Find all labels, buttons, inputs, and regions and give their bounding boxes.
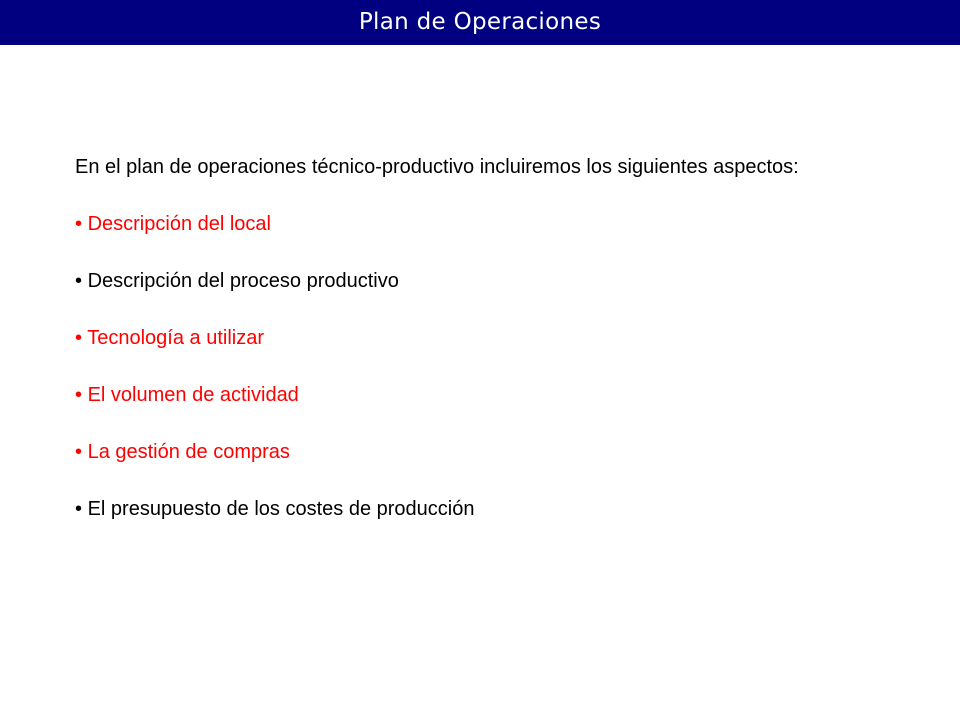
list-item-text: La gestión de compras — [87, 441, 290, 463]
list-item-text: Descripción del proceso productivo — [87, 270, 399, 292]
list-item — [75, 266, 835, 296]
intro-paragraph: En el plan de operaciones técnico-productivo incluiremos los siguientes aspectos: — [75, 156, 799, 178]
list-item-text: Tecnología a utilizar — [87, 327, 264, 349]
list-item-text: Descripción del local — [87, 213, 271, 235]
title-bar — [0, 0, 960, 45]
list-item — [75, 323, 835, 353]
list-item — [75, 437, 835, 467]
bullet-icon: • — [75, 327, 83, 349]
slide-content — [75, 152, 835, 524]
list-item — [75, 494, 835, 524]
list-item-text: El presupuesto de los costes de producción — [87, 498, 475, 520]
bullet-icon: • — [75, 270, 83, 292]
bullet-icon: • — [75, 384, 83, 406]
aspects-list — [75, 209, 835, 524]
list-item-text: El volumen de actividad — [87, 384, 299, 406]
bullet-icon: • — [75, 213, 83, 235]
bullet-icon: • — [75, 441, 83, 463]
list-item — [75, 380, 835, 410]
slide-title: Plan de Operaciones — [358, 8, 602, 35]
bullet-icon: • — [75, 498, 83, 520]
list-item — [75, 209, 835, 239]
